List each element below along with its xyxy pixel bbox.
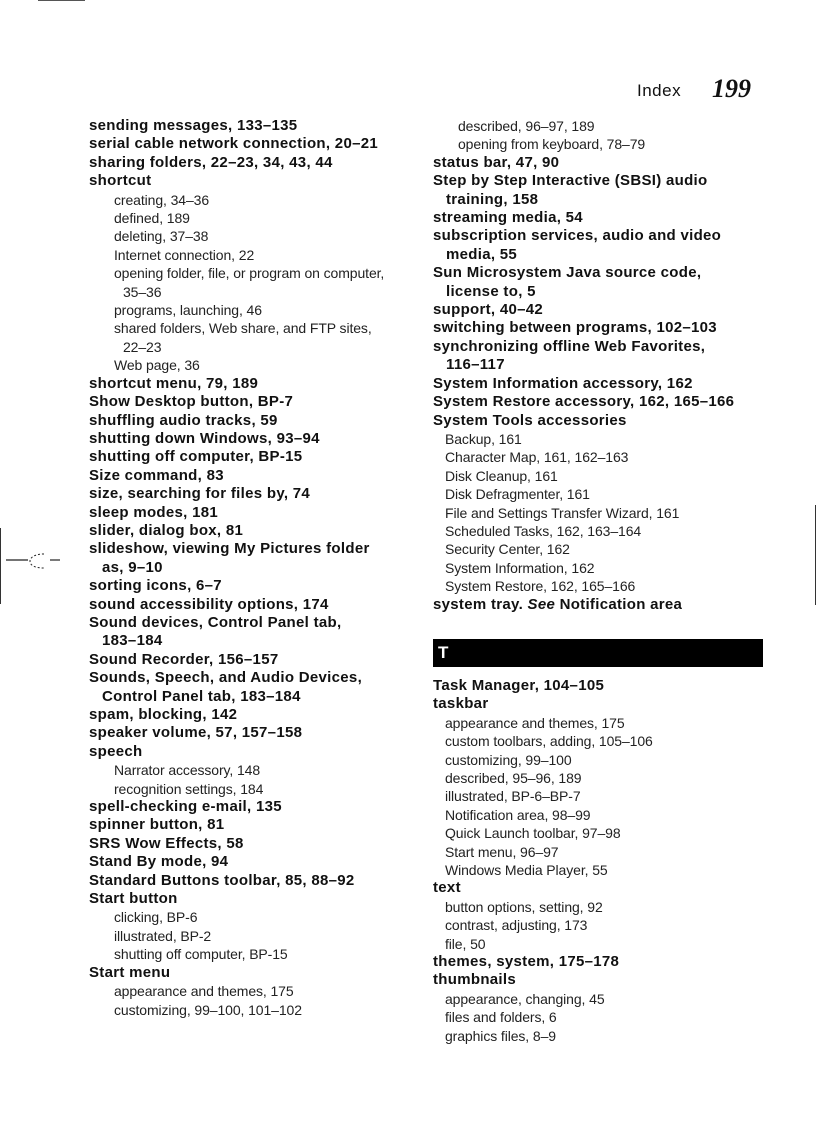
index-subentry: deleting, 37–38 xyxy=(114,228,209,245)
index-subentry: Internet connection, 22 xyxy=(114,246,255,263)
running-header-label: Index xyxy=(637,81,682,100)
index-subentry: clicking, BP-6 xyxy=(114,909,198,926)
index-entry: Size command, 83 xyxy=(89,466,224,484)
index-entry: sleep modes, 181 xyxy=(89,503,219,521)
index-entry: Standard Buttons toolbar, 85, 88–92 xyxy=(89,871,355,889)
index-entry: switching between programs, 102–103 xyxy=(433,319,717,337)
index-entry: spell-checking e-mail, 135 xyxy=(89,798,282,816)
index-subentry: programs, launching, 46 xyxy=(114,302,262,319)
index-subentry: Quick Launch toolbar, 97–98 xyxy=(445,825,621,842)
index-entry: Start menu xyxy=(89,963,171,981)
index-entry: Step by Step Interactive (SBSI) audio training, 158 xyxy=(433,172,708,208)
index-subentry: Web page, 36 xyxy=(114,357,200,374)
index-entry: shortcut menu, 79, 189 xyxy=(89,374,259,392)
index-entry: serial cable network connection, 20–21 xyxy=(89,135,379,153)
index-entry: shuffling audio tracks, 59 xyxy=(89,411,278,429)
index-entries-t xyxy=(433,677,763,1045)
index-subentry: shutting off computer, BP-15 xyxy=(114,946,288,963)
index-subentry: defined, 189 xyxy=(114,210,190,227)
index-entry: system tray. See Notification area xyxy=(433,595,683,613)
index-subentry: appearance, changing, 45 xyxy=(445,990,605,1007)
index-subentry: creating, 34–36 xyxy=(114,191,210,208)
index-entry: Sound devices, Control Panel tab, 183–184 xyxy=(89,613,342,650)
index-subentry: 22–23 xyxy=(123,338,162,355)
index-column-right xyxy=(433,117,763,1045)
index-subentry: appearance and themes, 175 xyxy=(445,714,625,731)
index-entry: Sun Microsystem Java source code, license to, 5 xyxy=(433,264,702,300)
index-entry: speech xyxy=(89,742,143,760)
index-subentry: Character Map, 161, 162–163 xyxy=(445,449,629,466)
index-entry: System Tools accessories xyxy=(433,411,627,429)
index-entry: status bar, 47, 90 xyxy=(433,153,560,171)
index-entry: synchronizing offline Web Favorites, 116–117 xyxy=(433,337,706,374)
index-entry: shutting down Windows, 93–94 xyxy=(89,429,320,447)
index-entry: System Information accessory, 162 xyxy=(433,374,693,392)
index-subentry: System Information, 162 xyxy=(445,559,595,576)
index-subentry: File and Settings Transfer Wizard, 161 xyxy=(445,504,680,521)
index-subentry: custom toolbars, adding, 105–106 xyxy=(445,733,653,750)
index-subentry: contrast, adjusting, 173 xyxy=(445,917,588,934)
index-entry: slider, dialog box, 81 xyxy=(89,521,244,539)
index-subentry: 35–36 xyxy=(123,283,162,300)
index-subentry: Notification area, 98–99 xyxy=(445,806,591,823)
index-subentry: opening folder, file, or program on computer, xyxy=(114,265,385,282)
index-entry: subscription services, audio and video media, 55 xyxy=(433,227,722,263)
index-column-left xyxy=(89,117,419,1019)
index-subentry: opening from keyboard, 78–79 xyxy=(458,136,646,153)
index-subentry: file, 50 xyxy=(445,935,486,952)
index-subentry: button options, setting, 92 xyxy=(445,898,603,915)
index-entry: Task Manager, 104–105 xyxy=(433,676,605,694)
registration-mark-icon xyxy=(0,540,80,580)
index-subentry: described, 95–96, 189 xyxy=(445,770,582,786)
top-rule xyxy=(38,0,85,1)
index-subentry: described, 96–97, 189 xyxy=(458,118,595,134)
index-subentry: illustrated, BP-6–BP-7 xyxy=(445,788,581,805)
index-entry: sorting icons, 6–7 xyxy=(89,577,222,595)
index-entry: streaming media, 54 xyxy=(433,209,583,227)
index-subentry: Disk Defragmenter, 161 xyxy=(445,486,590,503)
index-entry: spam, blocking, 142 xyxy=(89,706,238,723)
index-entry: sound accessibility options, 174 xyxy=(89,595,329,613)
index-subentry: customizing, 99–100, 101–102 xyxy=(114,1001,302,1018)
index-entry: speaker volume, 57, 157–158 xyxy=(89,724,303,742)
index-subentry: System Restore, 162, 165–166 xyxy=(445,578,636,595)
index-subentry: shared folders, Web share, and FTP sites, xyxy=(114,320,372,337)
index-subentry: files and folders, 6 xyxy=(445,1009,557,1026)
index-entry: Sound Recorder, 156–157 xyxy=(89,650,279,668)
index-subentry: graphics files, 8–9 xyxy=(445,1027,556,1044)
page-number: 199 xyxy=(712,74,751,103)
index-entry: Show Desktop button, BP-7 xyxy=(89,393,294,411)
index-subentry: Narrator accessory, 148 xyxy=(114,762,261,779)
index-subentry: Windows Media Player, 55 xyxy=(445,862,608,879)
index-subentry: Backup, 161 xyxy=(445,430,522,447)
index-subentry: illustrated, BP-2 xyxy=(114,927,212,944)
index-subentry: customizing, 99–100 xyxy=(445,751,572,768)
index-subentry: appearance and themes, 175 xyxy=(114,983,294,1000)
index-entry: size, searching for files by, 74 xyxy=(89,485,311,503)
index-entry: themes, system, 175–178 xyxy=(433,953,620,971)
index-entry: slideshow, viewing My Pictures folder as, 9–10 xyxy=(89,540,370,576)
continued-subentries xyxy=(433,117,763,154)
index-subentry: Start menu, 96–97 xyxy=(445,843,559,860)
index-entry: Stand By mode, 94 xyxy=(89,853,229,871)
index-entry: spinner button, 81 xyxy=(89,816,225,834)
index-entry: SRS Wow Effects, 58 xyxy=(89,834,244,852)
index-entry: Start button xyxy=(89,890,178,908)
index-entry: thumbnails xyxy=(433,971,517,989)
index-entry: System Restore accessory, 162, 165–166 xyxy=(433,393,735,411)
index-entry: support, 40–42 xyxy=(433,301,544,319)
section-header-t xyxy=(433,639,763,667)
index-entry: shutting off computer, BP-15 xyxy=(89,448,303,466)
index-entry: sending messages, 133–135 xyxy=(89,117,298,134)
index-entry: shortcut xyxy=(89,172,152,190)
index-entries-s xyxy=(433,154,763,614)
index-entry: text xyxy=(433,879,461,897)
section-letter: T xyxy=(438,642,449,662)
see-reference: See xyxy=(527,595,556,613)
index-entry: sharing folders, 22–23, 34, 43, 44 xyxy=(89,153,333,171)
index-subentry: Security Center, 162 xyxy=(445,541,570,558)
index-entry: taskbar xyxy=(433,695,489,713)
index-entry: Sounds, Speech, and Audio Devices, Control Panel tab, 183–184 xyxy=(89,669,363,705)
index-subentry: Disk Cleanup, 161 xyxy=(445,467,558,484)
index-subentry: Scheduled Tasks, 162, 163–164 xyxy=(445,522,642,539)
index-subentry: recognition settings, 184 xyxy=(114,780,264,797)
